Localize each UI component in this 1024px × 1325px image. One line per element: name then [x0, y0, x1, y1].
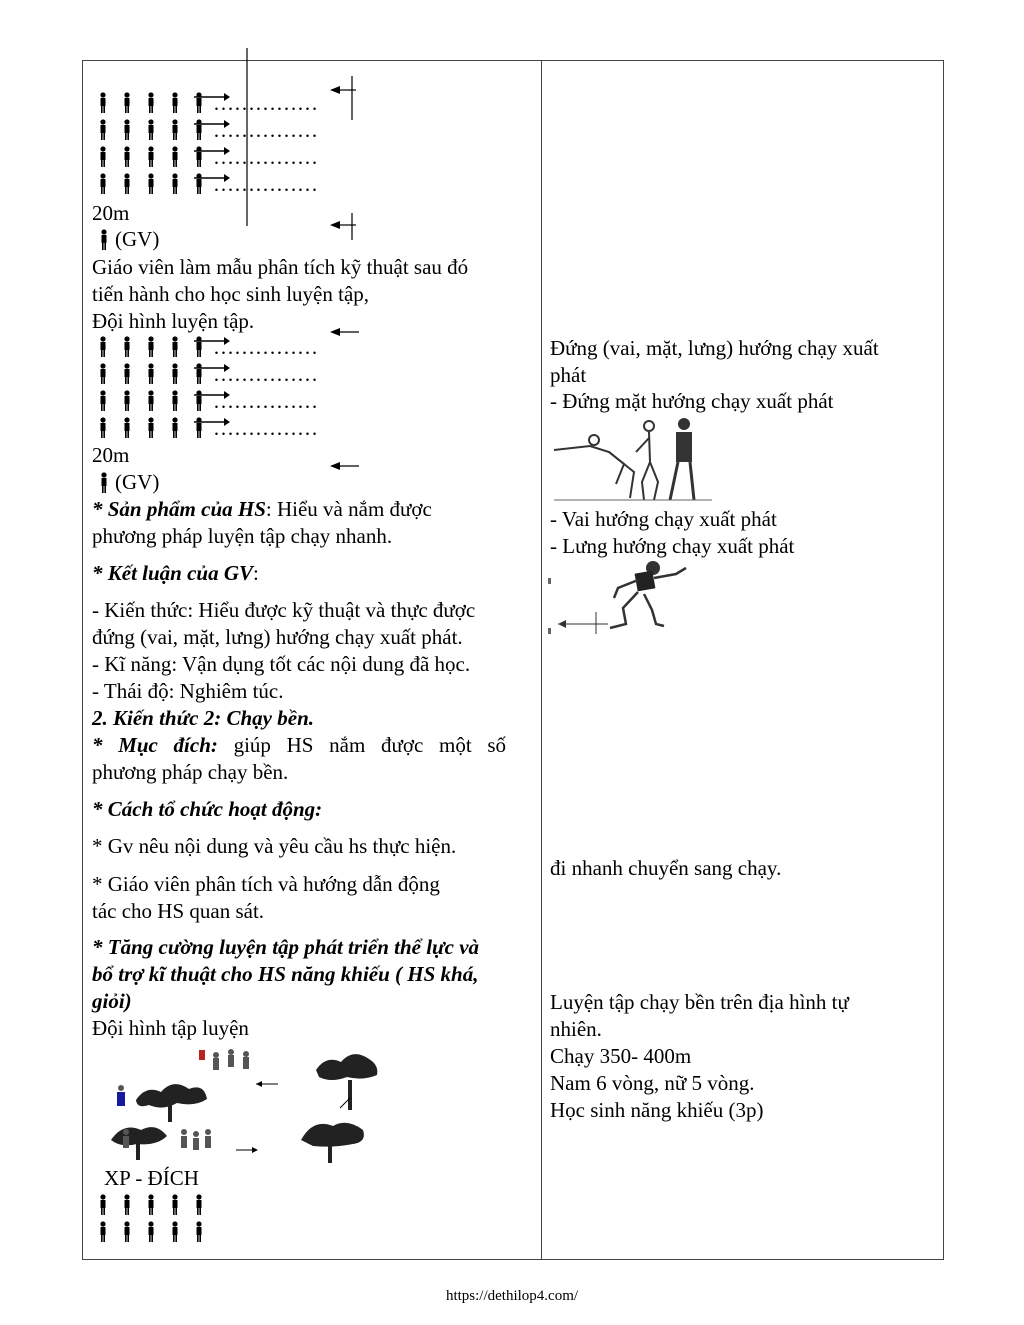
running-start-illustration — [548, 558, 698, 640]
student-icon — [146, 417, 156, 439]
section-heading: 2. Kiến thức 2: Chạy bền. — [92, 706, 315, 730]
purpose-label: * Mục đích: — [92, 733, 218, 757]
column-divider — [541, 60, 542, 1260]
paragraph: phương pháp luyện tập chạy nhanh. — [92, 524, 393, 548]
start-stance-illustration — [554, 412, 714, 504]
student-icon — [122, 336, 132, 358]
section-heading: * Tăng cường luyện tập phát triển thể lực và — [92, 935, 480, 959]
dotted-line: …………… — [213, 362, 318, 386]
dotted-line: …………… — [213, 91, 318, 115]
paragraph: tiến hành cho học sinh luyện tập, — [92, 282, 370, 306]
student-icon — [122, 92, 132, 114]
student-icon — [98, 390, 108, 412]
section-heading: bổ trợ kĩ thuật cho HS năng khiếu ( HS khá, — [92, 962, 479, 986]
dotted-line: …………… — [213, 389, 318, 413]
paragraph: Luyện tập chạy bền trên địa hình tự — [550, 990, 849, 1014]
paragraph: Đội hình luyện tập. — [92, 309, 255, 333]
paragraph: - Thái độ: Nghiêm túc. — [92, 679, 284, 703]
colon: : — [253, 561, 259, 585]
student-icon — [194, 1194, 204, 1216]
distance-label: 20m — [92, 443, 130, 467]
paragraph: nhiên. — [550, 1017, 602, 1041]
start-finish-label: XP - ĐÍCH — [104, 1166, 199, 1190]
product-label: * Sản phẩm của HS — [92, 497, 266, 521]
paragraph: - Lưng hướng chạy xuất phát — [550, 534, 795, 558]
purpose-line — [92, 732, 506, 758]
student-icon — [146, 1194, 156, 1216]
student-icon — [146, 363, 156, 385]
student-icon — [146, 119, 156, 141]
student-icon — [146, 146, 156, 168]
student-icon — [146, 1221, 156, 1243]
paragraph: Chạy 350- 400m — [550, 1044, 692, 1068]
teacher-icon — [99, 472, 109, 494]
student-icon — [98, 1221, 108, 1243]
section-heading: giỏi) — [92, 989, 132, 1013]
paragraph: tác cho HS quan sát. — [92, 899, 265, 923]
paragraph: - Đứng mặt hướng chạy xuất phát — [550, 389, 834, 413]
paragraph: đi nhanh chuyển sang chạy. — [550, 856, 782, 880]
student-icon — [170, 1194, 180, 1216]
paragraph: Nam 6 vòng, nữ 5 vòng. — [550, 1071, 755, 1095]
paragraph: * Gv nêu nội dung và yêu cầu hs thực hiện. — [92, 834, 457, 858]
paragraph: Đội hình tập luyện — [92, 1016, 249, 1040]
dotted-line: …………… — [213, 416, 318, 440]
student-icon — [170, 1221, 180, 1243]
arrow-left-icons — [325, 322, 365, 472]
student-icon — [170, 336, 180, 358]
student-icon — [122, 119, 132, 141]
paragraph: Đứng (vai, mặt, lưng) hướng chạy xuất — [550, 336, 879, 360]
student-icon — [122, 146, 132, 168]
distance-label: 20m — [92, 201, 130, 225]
student-icon — [98, 146, 108, 168]
student-icon — [146, 173, 156, 195]
student-icon — [98, 119, 108, 141]
paragraph: Học sinh năng khiếu (3p) — [550, 1098, 764, 1122]
student-icon — [122, 173, 132, 195]
paragraph: - Kĩ năng: Vận dụng tốt các nội dung đã học. — [92, 652, 471, 676]
dotted-line: …………… — [213, 145, 318, 169]
student-icon — [122, 1194, 132, 1216]
student-icon — [170, 92, 180, 114]
student-icon — [98, 92, 108, 114]
footer-url[interactable]: https://dethilop4.com/ — [445, 1288, 579, 1304]
paragraph: phát — [550, 363, 587, 387]
student-icon — [146, 336, 156, 358]
product-heading — [92, 496, 432, 522]
teacher-label: (GV) — [115, 470, 160, 494]
paragraph: - Vai hướng chạy xuất phát — [550, 507, 777, 531]
student-icon — [170, 417, 180, 439]
student-icon — [170, 173, 180, 195]
student-icon — [170, 119, 180, 141]
teacher-label: (GV) — [115, 227, 160, 251]
dotted-line: …………… — [213, 118, 318, 142]
student-icon — [122, 390, 132, 412]
student-icon — [122, 417, 132, 439]
paragraph: Giáo viên làm mẫu phân tích kỹ thuật sau đó — [92, 255, 469, 279]
student-icon — [98, 173, 108, 195]
student-icon — [170, 363, 180, 385]
paragraph: * Giáo viên phân tích và hướng dẫn động — [92, 872, 440, 896]
student-icon — [122, 1221, 132, 1243]
product-text: : Hiểu và nắm được — [265, 497, 432, 521]
student-icon — [170, 390, 180, 412]
conclusion-heading — [92, 560, 259, 586]
student-icon — [146, 92, 156, 114]
track-lines — [240, 48, 360, 243]
student-icon — [98, 417, 108, 439]
purpose-text: giúp HS nắm được một số — [217, 733, 507, 757]
student-icon — [146, 390, 156, 412]
conclusion-label: * Kết luận của GV — [92, 561, 254, 585]
paragraph: phương pháp chạy bền. — [92, 760, 289, 784]
cross-country-illustration — [96, 1040, 396, 1165]
dotted-line: …………… — [213, 172, 318, 196]
student-icon — [122, 363, 132, 385]
section-heading: * Cách tổ chức hoạt động: — [92, 797, 323, 821]
teacher-icon — [99, 229, 109, 251]
paragraph: đứng (vai, mặt, lưng) hướng chạy xuất phát. — [92, 625, 463, 649]
student-icon — [98, 363, 108, 385]
student-icon — [98, 1194, 108, 1216]
student-icon — [170, 146, 180, 168]
student-icon — [194, 1221, 204, 1243]
paragraph: - Kiến thức: Hiểu được kỹ thuật và thực được — [92, 598, 476, 622]
student-icon — [98, 336, 108, 358]
dotted-line: …………… — [213, 335, 318, 359]
